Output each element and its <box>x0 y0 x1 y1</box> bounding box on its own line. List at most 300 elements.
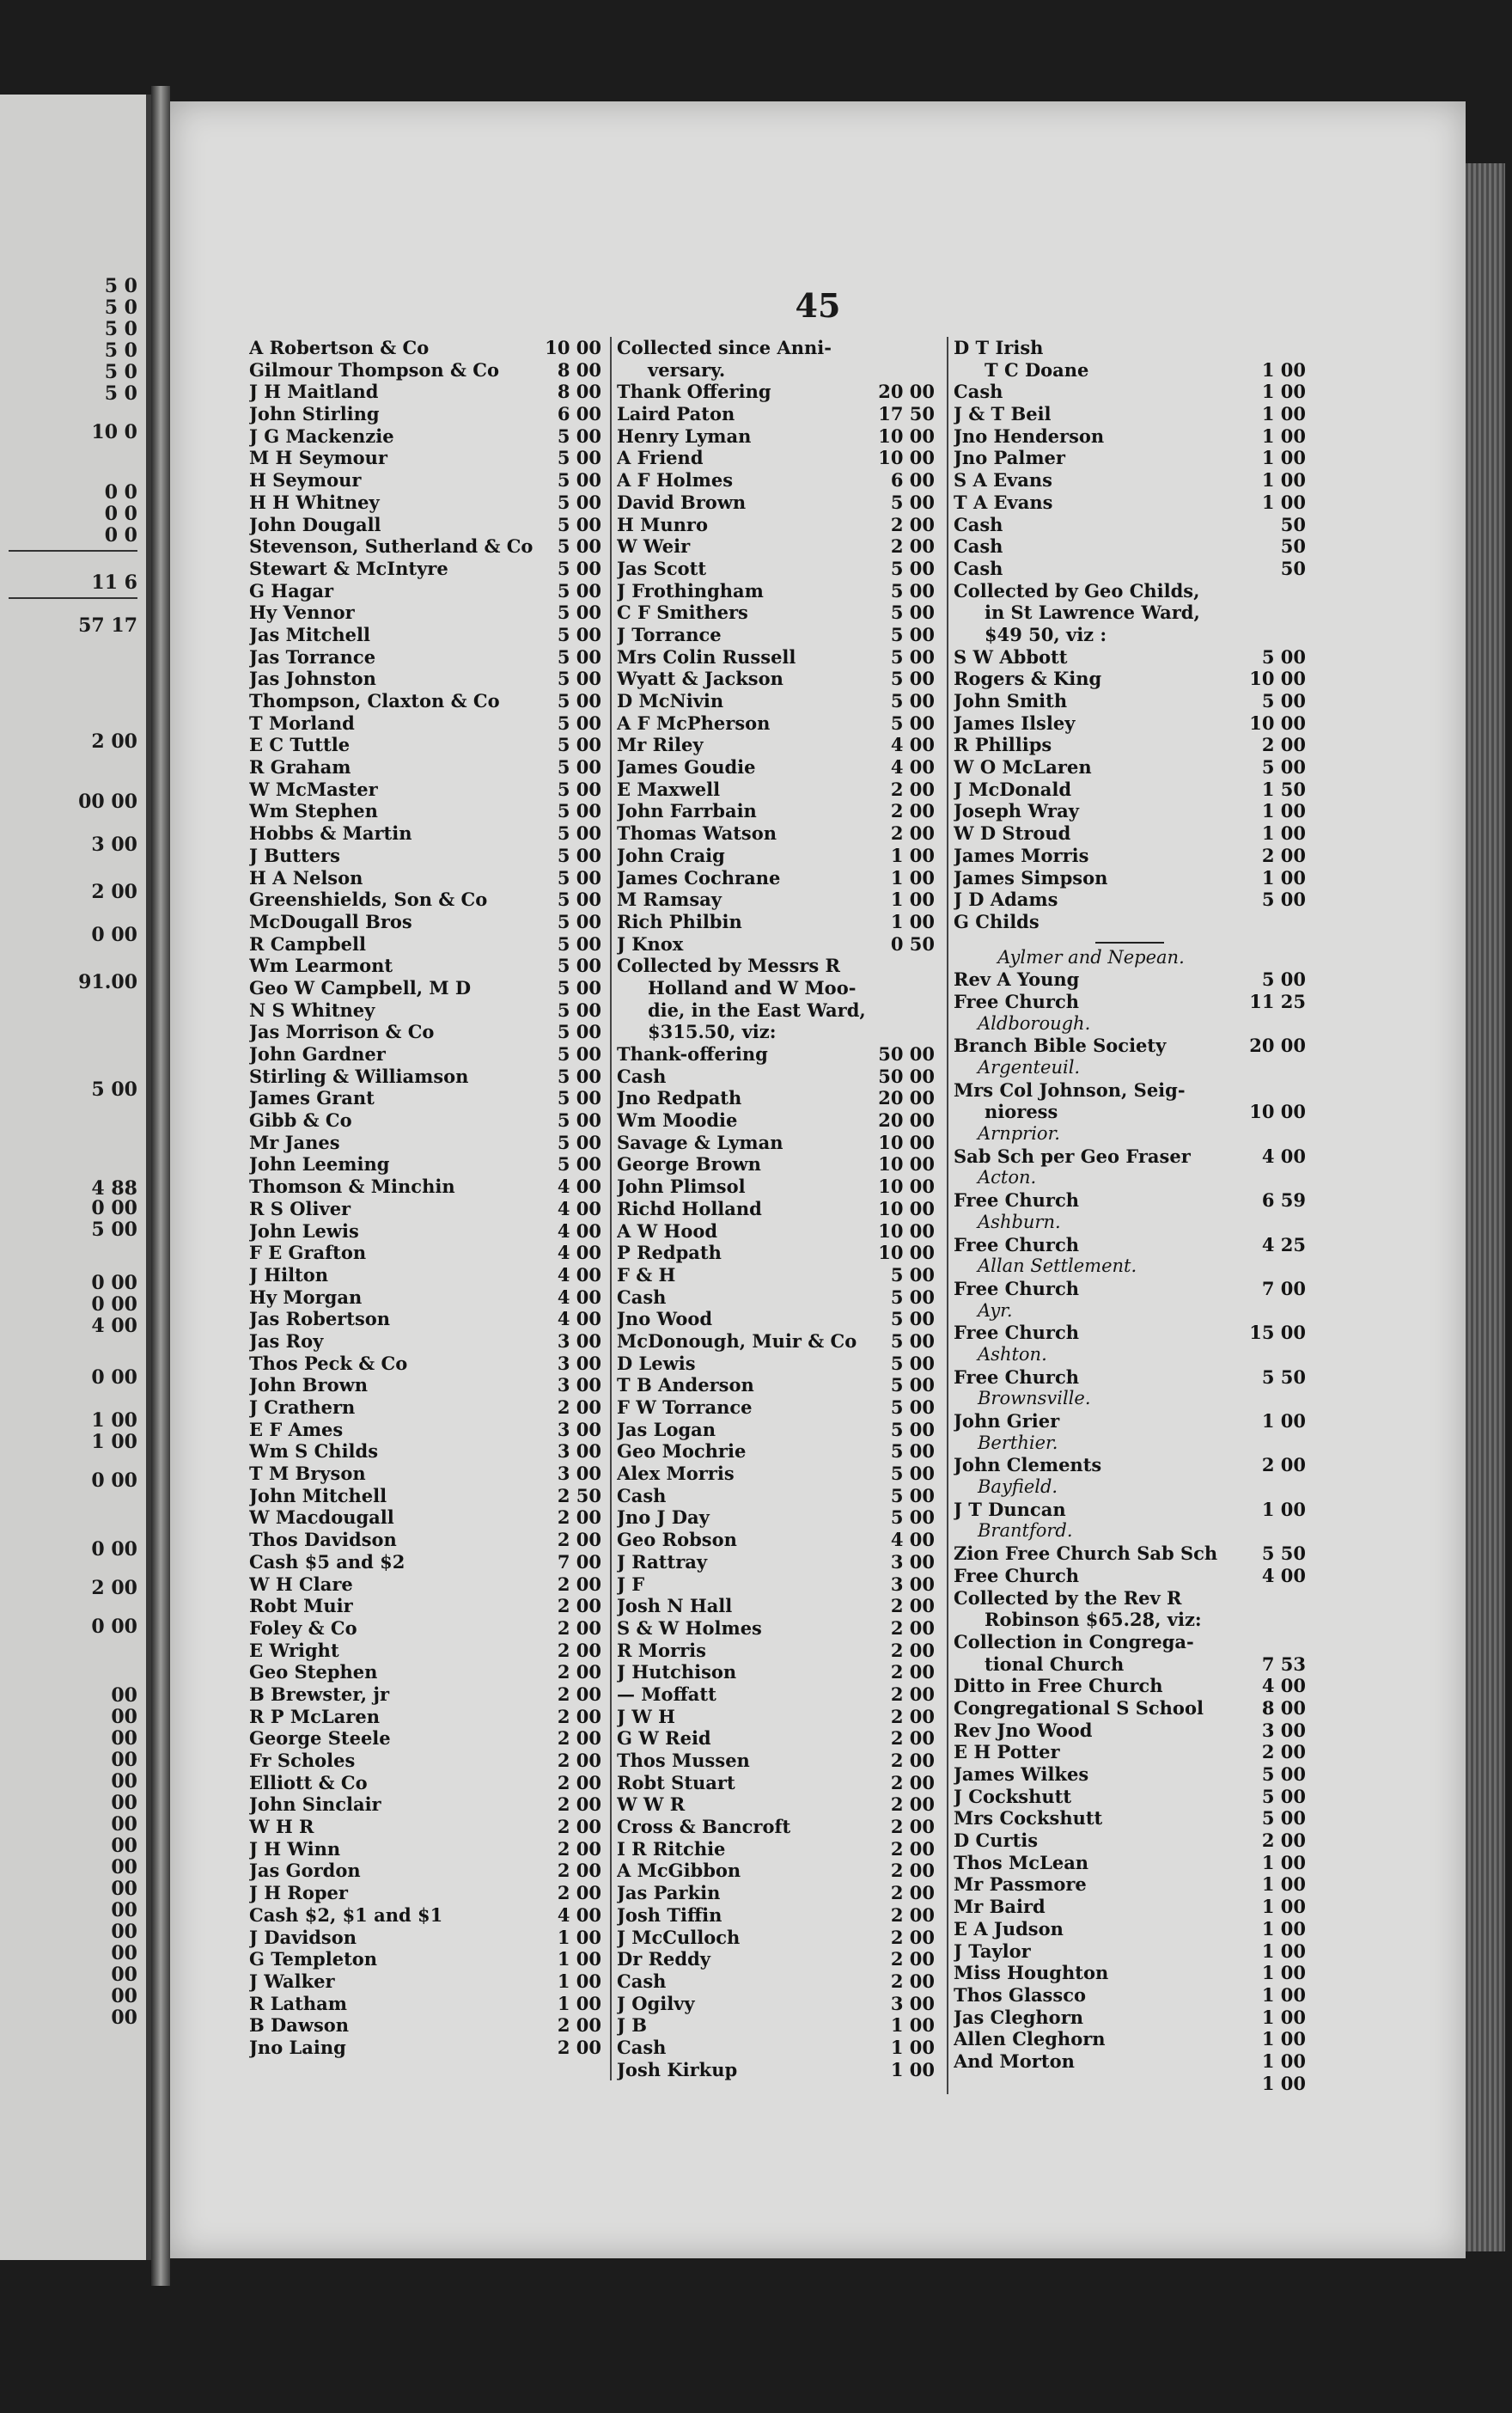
entry-name: P Redpath <box>617 1242 722 1264</box>
list-item <box>954 734 1306 756</box>
entry-name: in St Lawrence Ward, <box>985 602 1200 624</box>
list-item <box>249 646 601 669</box>
entry-amount: 5 00 <box>890 491 935 513</box>
entry-amount: 17 50 <box>878 403 935 425</box>
entry-name: H Munro <box>617 513 709 535</box>
entry-amount: 5 00 <box>890 1396 935 1418</box>
list-item <box>617 1573 935 1596</box>
entry-amount: 5 00 <box>1261 968 1306 991</box>
entry-name: R Graham <box>249 756 351 779</box>
entry-amount: 20 00 <box>878 1087 935 1109</box>
entry-amount: 2 00 <box>557 1750 601 1771</box>
entry-name: Mrs Cockshutt <box>954 1807 1103 1830</box>
left-page-amount: 5 0 <box>104 275 137 297</box>
entry-name: George Steele <box>249 1727 391 1750</box>
left-page-amount: 00 <box>111 1985 137 2007</box>
section-heading <box>954 1476 1306 1499</box>
entry-amount: 1 00 <box>1261 1498 1306 1520</box>
list-item <box>249 977 601 999</box>
list-item <box>617 1485 935 1507</box>
list-item <box>954 1609 1306 1631</box>
entry-name: J G Mackenzie <box>249 425 394 447</box>
list-item <box>954 1499 1306 1521</box>
list-item <box>249 580 601 602</box>
entry-name: Geo Stephen <box>249 1661 378 1683</box>
entry-amount: 2 00 <box>890 1750 935 1771</box>
left-page-amount: 0 0 <box>104 503 137 525</box>
entry-name: S & W Holmes <box>617 1616 762 1639</box>
list-item <box>617 469 935 492</box>
entry-name: J Walker <box>249 1970 335 1992</box>
list-item <box>617 1750 935 1772</box>
list-item <box>617 1264 935 1286</box>
entry-name: Jas Roy <box>249 1329 324 1352</box>
entry-name: Free Church <box>954 1233 1080 1255</box>
entry-name: $49 50, viz : <box>985 623 1107 645</box>
list-item <box>249 712 601 735</box>
entry-amount: 3 00 <box>557 1440 601 1463</box>
list-item <box>617 1816 935 1838</box>
list-item <box>249 1353 601 1375</box>
entry-name: McDougall Bros <box>249 910 412 932</box>
entry-name: Dr Reddy <box>617 1948 710 1970</box>
entry-amount: 5 00 <box>1261 690 1306 712</box>
entry-name: John Sinclair <box>249 1793 381 1816</box>
entry-name: W H R <box>249 1816 314 1838</box>
section-heading <box>954 1344 1306 1366</box>
list-item <box>954 968 1306 991</box>
left-page-amount: 00 <box>111 1813 137 1836</box>
entry-amount: 4 00 <box>1261 1675 1306 1697</box>
column-1 <box>249 337 601 2059</box>
left-page-amount: 00 <box>111 1684 137 1707</box>
entry-name: Cash <box>617 1065 667 1087</box>
list-item <box>249 1132 601 1154</box>
list-item <box>249 403 601 425</box>
entry-name: Wm S Childs <box>249 1440 379 1463</box>
list-item <box>617 1132 935 1154</box>
list-item <box>954 469 1306 492</box>
list-item <box>249 1816 601 1838</box>
entry-name: M H Seymour <box>249 447 387 469</box>
left-page-fragment <box>0 95 151 2260</box>
list-item <box>249 1308 601 1330</box>
entry-name: John Plimsol <box>617 1176 746 1198</box>
list-item <box>249 1661 601 1683</box>
entry-name: Branch Bible Society <box>954 1035 1167 1057</box>
entry-name: R Campbell <box>249 932 366 955</box>
list-item <box>954 337 1306 359</box>
section-heading <box>954 1433 1306 1455</box>
list-item <box>617 1683 935 1706</box>
list-item <box>954 712 1306 735</box>
entry-amount: 5 00 <box>557 1043 601 1065</box>
entry-name: W Macdougall <box>249 1506 394 1529</box>
list-item <box>617 1087 935 1109</box>
list-item <box>954 1631 1306 1653</box>
list-item <box>617 1948 935 1970</box>
entry-name: Allan Settlement. <box>978 1255 1137 1277</box>
entry-name: Gilmour Thompson & Co <box>249 358 499 381</box>
entry-amount: 1 00 <box>1261 425 1306 447</box>
entry-name: Cash <box>617 1970 667 1992</box>
list-item <box>954 756 1306 779</box>
list-item <box>249 1551 601 1573</box>
list-item <box>954 1830 1306 1852</box>
list-item <box>249 558 601 580</box>
entry-amount: 2 00 <box>557 1639 601 1661</box>
list-item <box>954 1918 1306 1940</box>
entry-amount: 2 00 <box>890 822 935 845</box>
list-item <box>617 359 935 382</box>
entry-name: H Seymour <box>249 469 362 492</box>
left-page-amount: 00 <box>111 1727 137 1750</box>
entry-name: J Cockshutt <box>954 1785 1072 1807</box>
entry-name: J D Adams <box>954 889 1058 911</box>
list-item <box>954 1852 1306 1874</box>
entry-amount: 5 00 <box>557 513 601 535</box>
entry-amount: 50 00 <box>878 1043 935 1065</box>
list-item <box>249 447 601 469</box>
entry-amount: 8 00 <box>557 358 601 381</box>
entry-name: W Weir <box>617 535 691 558</box>
list-item <box>617 1109 935 1132</box>
entry-amount: 2 00 <box>557 1705 601 1727</box>
entry-amount: 5 00 <box>890 1418 935 1440</box>
entry-amount: 5 00 <box>557 491 601 513</box>
list-item <box>249 2037 601 2059</box>
left-page-amount: 0 00 <box>91 1293 137 1316</box>
list-item <box>617 425 935 448</box>
entry-amount: 5 00 <box>557 889 601 911</box>
column-2 <box>610 337 935 2080</box>
list-item <box>954 800 1306 822</box>
entry-amount: 7 00 <box>557 1550 601 1573</box>
entry-amount: 2 00 <box>557 1860 601 1882</box>
list-item <box>954 1587 1306 1610</box>
list-item <box>249 1882 601 1904</box>
entry-amount: 5 00 <box>557 976 601 999</box>
entry-amount: 2 00 <box>890 1903 935 1926</box>
left-page-amount: 1 00 <box>91 1431 137 1453</box>
entry-amount: 50 00 <box>878 1065 935 1087</box>
entry-amount: 10 00 <box>1249 1101 1306 1123</box>
entry-name: T A Evans <box>954 491 1053 513</box>
list-item <box>249 1838 601 1860</box>
left-page-amount: 5 0 <box>104 318 137 340</box>
list-item <box>617 646 935 669</box>
list-item <box>249 1617 601 1640</box>
entry-amount: 5 00 <box>1261 1763 1306 1785</box>
section-heading <box>954 1388 1306 1410</box>
list-item <box>954 1807 1306 1830</box>
entry-name: N S Whitney <box>249 999 375 1021</box>
list-item <box>954 1542 1306 1565</box>
entry-name: Stirling & Williamson <box>249 1065 469 1087</box>
list-item <box>249 425 601 448</box>
entry-name: Berthier. <box>978 1432 1058 1453</box>
left-page-amount: 0 00 <box>91 1616 137 1638</box>
list-item <box>249 1440 601 1463</box>
left-page-amount: 0 00 <box>91 1366 137 1389</box>
entry-amount: 2 00 <box>890 1948 935 1970</box>
list-item <box>954 1079 1306 1102</box>
left-page-amount: 0 00 <box>91 1538 137 1561</box>
list-item <box>249 1198 601 1220</box>
entry-name: James Simpson <box>954 866 1108 889</box>
entry-name: Thank-offering <box>617 1043 768 1065</box>
entry-amount: 2 00 <box>557 2014 601 2037</box>
list-item <box>617 492 935 514</box>
entry-amount: 50 <box>1280 513 1306 535</box>
entry-amount: 5 00 <box>557 447 601 469</box>
list-item <box>617 2059 935 2081</box>
entry-name: Alex Morris <box>617 1463 735 1485</box>
entry-amount: 2 00 <box>890 1860 935 1882</box>
entry-name: Thos Peck & Co <box>249 1352 408 1374</box>
entry-amount: 5 00 <box>557 734 601 756</box>
entry-name: S W Abbott <box>954 645 1068 668</box>
entry-name: J H Winn <box>249 1837 341 1860</box>
entry-name: Cash <box>617 1286 667 1308</box>
entry-amount: 3 00 <box>890 1992 935 2014</box>
entry-name: James Goudie <box>617 756 756 779</box>
entry-amount: 1 00 <box>1261 866 1306 889</box>
entry-name: C F Smithers <box>617 602 748 624</box>
entry-name: J Davidson <box>249 1926 357 1948</box>
entry-amount: 5 00 <box>890 579 935 602</box>
entry-name: F & H <box>617 1263 676 1286</box>
entry-amount: 5 00 <box>557 623 601 645</box>
list-item <box>954 359 1306 382</box>
list-item <box>617 1176 935 1198</box>
entry-amount: 3 00 <box>557 1329 601 1352</box>
list-item <box>249 690 601 712</box>
list-item <box>954 1322 1306 1344</box>
list-item <box>954 1697 1306 1720</box>
entry-name: Robt Stuart <box>617 1771 735 1793</box>
entry-amount: 2 00 <box>1261 844 1306 866</box>
entry-amount: 2 00 <box>890 1816 935 1838</box>
entry-name: Jno Laing <box>249 2036 346 2058</box>
entry-name: And Morton <box>954 2050 1075 2072</box>
entry-amount: 1 00 <box>890 910 935 932</box>
section-heading <box>954 1013 1306 1035</box>
entry-name: Jas Mitchell <box>249 623 370 645</box>
left-page-amount: 00 <box>111 1921 137 1943</box>
entry-amount: 3 00 <box>557 1374 601 1396</box>
section-heading <box>954 1520 1306 1542</box>
entry-amount: 3 00 <box>890 1573 935 1595</box>
entry-amount: 4 00 <box>1261 1564 1306 1586</box>
entry-amount: 4 00 <box>890 756 935 779</box>
entry-amount: 2 00 <box>890 1926 935 1948</box>
entry-amount: 2 00 <box>890 1771 935 1793</box>
entry-name: Ashton. <box>978 1343 1047 1365</box>
list-item <box>954 2073 1306 2095</box>
left-page-amount: 00 <box>111 1770 137 1793</box>
entry-amount: 1 00 <box>890 844 935 866</box>
entry-name: Cash <box>954 381 1003 403</box>
entry-name: Wm Moodie <box>617 1109 738 1132</box>
entry-amount: 5 00 <box>1261 756 1306 779</box>
section-rule <box>1095 942 1164 944</box>
list-item <box>249 1640 601 1662</box>
list-item <box>954 514 1306 536</box>
entry-name: Stevenson, Sutherland & Co <box>249 535 533 558</box>
list-item <box>617 1308 935 1330</box>
entry-amount: 20 00 <box>1249 1035 1306 1057</box>
entry-name: Jas Robertson <box>249 1308 391 1330</box>
list-item <box>954 580 1306 602</box>
list-item <box>249 1396 601 1419</box>
entry-amount: 4 00 <box>557 1176 601 1198</box>
entry-amount: 1 00 <box>557 1992 601 2014</box>
entry-amount: 2 00 <box>890 1639 935 1661</box>
entry-amount: 3 00 <box>557 1352 601 1374</box>
entry-amount: 10 00 <box>878 447 935 469</box>
entry-name: S A Evans <box>954 469 1052 492</box>
entry-name: Geo W Campbell, M D <box>249 976 472 999</box>
list-item <box>249 1860 601 1882</box>
entry-name: Hobbs & Martin <box>249 822 412 845</box>
entry-amount: 2 00 <box>890 1837 935 1860</box>
list-item <box>249 1286 601 1309</box>
entry-name: Josh Kirkup <box>617 2058 738 2080</box>
entry-amount: 2 50 <box>557 1484 601 1506</box>
entry-name: John Stirling <box>249 403 380 425</box>
list-item <box>249 1948 601 1970</box>
entry-amount: 2 00 <box>557 1573 601 1595</box>
entry-amount: 5 00 <box>890 1352 935 1374</box>
list-item <box>249 359 601 382</box>
entry-name: J F <box>617 1573 645 1595</box>
list-item <box>249 955 601 977</box>
left-page-amount: 5 0 <box>104 382 137 405</box>
entry-amount: 1 00 <box>1261 2072 1306 2094</box>
list-item <box>617 1043 935 1066</box>
entry-name: E A Judson <box>954 1917 1064 1940</box>
entry-name: Arnprior. <box>978 1123 1060 1145</box>
left-page-amount: 2 00 <box>91 881 137 903</box>
entry-name: Jno Wood <box>617 1308 713 1330</box>
list-item <box>617 779 935 801</box>
entry-name: Collected by Geo Childs, <box>954 579 1200 602</box>
entry-amount: 5 00 <box>890 602 935 624</box>
entry-amount: 1 00 <box>557 1926 601 1948</box>
entry-amount: 10 00 <box>1249 668 1306 690</box>
list-item <box>617 1970 935 1993</box>
entry-amount: 1 00 <box>890 2036 935 2058</box>
entry-name: Acton. <box>978 1167 1037 1188</box>
entry-amount: 6 59 <box>1261 1189 1306 1212</box>
entry-amount: 1 00 <box>890 866 935 889</box>
entry-amount: 0 50 <box>890 932 935 955</box>
list-item <box>954 889 1306 911</box>
list-item <box>617 1330 935 1353</box>
entry-amount: 4 25 <box>1261 1233 1306 1255</box>
list-item <box>617 1927 935 1949</box>
entry-amount: 1 00 <box>1261 2050 1306 2072</box>
entry-name: John Leeming <box>249 1153 390 1176</box>
left-page-amount: 5 0 <box>104 296 137 319</box>
entry-name: A F Holmes <box>617 469 734 492</box>
entry-name: Wm Stephen <box>249 800 378 822</box>
entry-amount: 5 00 <box>890 557 935 579</box>
entry-name: Jno Palmer <box>954 447 1065 469</box>
entry-amount: 20 00 <box>878 381 935 403</box>
entry-name: B Dawson <box>249 2014 350 2037</box>
entry-name: Thomson & Minchin <box>249 1176 455 1198</box>
entry-name: Jno Henderson <box>954 425 1105 447</box>
section-heading <box>954 1212 1306 1234</box>
entry-name: Thompson, Claxton & Co <box>249 690 500 712</box>
entry-amount: 4 00 <box>557 1308 601 1330</box>
entry-name: Free Church <box>954 990 1080 1012</box>
entry-name: Cross & Bancroft <box>617 1816 791 1838</box>
entry-name: John Farrbain <box>617 800 757 822</box>
entry-amount: 2 00 <box>890 800 935 822</box>
list-item <box>249 867 601 889</box>
entry-name: Jas Cleghorn <box>954 2006 1084 2028</box>
list-item <box>617 1595 935 1617</box>
entry-amount: 1 00 <box>1261 800 1306 822</box>
left-page-amount: 91.00 <box>78 971 137 993</box>
list-item <box>249 1087 601 1109</box>
left-page-amount: 0 00 <box>91 1197 137 1219</box>
entry-amount: 5 00 <box>557 1021 601 1043</box>
list-item <box>617 800 935 822</box>
entry-amount: 5 00 <box>557 469 601 492</box>
entry-amount: 4 00 <box>890 1529 935 1551</box>
entry-name: Robt Muir <box>249 1595 353 1617</box>
entry-name: G Templeton <box>249 1948 378 1970</box>
entry-amount: 5 00 <box>557 712 601 734</box>
list-item <box>249 1021 601 1043</box>
list-item <box>617 756 935 779</box>
list-item <box>954 1234 1306 1256</box>
list-item <box>249 1109 601 1132</box>
entry-name: John Clements <box>954 1454 1102 1476</box>
entry-name: J Ogilvy <box>617 1992 695 2014</box>
entry-name: Jas Torrance <box>249 645 376 668</box>
list-item <box>249 1927 601 1949</box>
left-page-amount: 1 00 <box>91 1409 137 1432</box>
entry-amount: 1 00 <box>1261 1962 1306 1984</box>
list-item <box>617 558 935 580</box>
entry-amount: 3 00 <box>1261 1719 1306 1741</box>
list-item <box>249 337 601 359</box>
entry-name: E C Tuttle <box>249 734 351 756</box>
entry-amount: 1 00 <box>1261 1917 1306 1940</box>
page-number: 45 <box>795 286 841 325</box>
entry-name: J Frothingham <box>617 579 764 602</box>
list-item <box>954 1873 1306 1896</box>
section-heading <box>954 1167 1306 1189</box>
entry-name: McDonough, Muir & Co <box>617 1329 857 1352</box>
entry-name: Fr Scholes <box>249 1750 356 1771</box>
list-item <box>617 1993 935 2015</box>
left-page-rule <box>9 597 137 599</box>
entry-name: Ashburn. <box>978 1211 1061 1232</box>
entry-name: Allen Cleghorn <box>954 2028 1106 2050</box>
entry-name: Josh N Hall <box>617 1595 733 1617</box>
list-item <box>249 1750 601 1772</box>
entry-name: Rich Philbin <box>617 910 742 932</box>
entry-name: Jas Parkin <box>617 1882 721 1904</box>
list-item <box>954 668 1306 690</box>
entry-name: G Childs <box>954 910 1040 932</box>
